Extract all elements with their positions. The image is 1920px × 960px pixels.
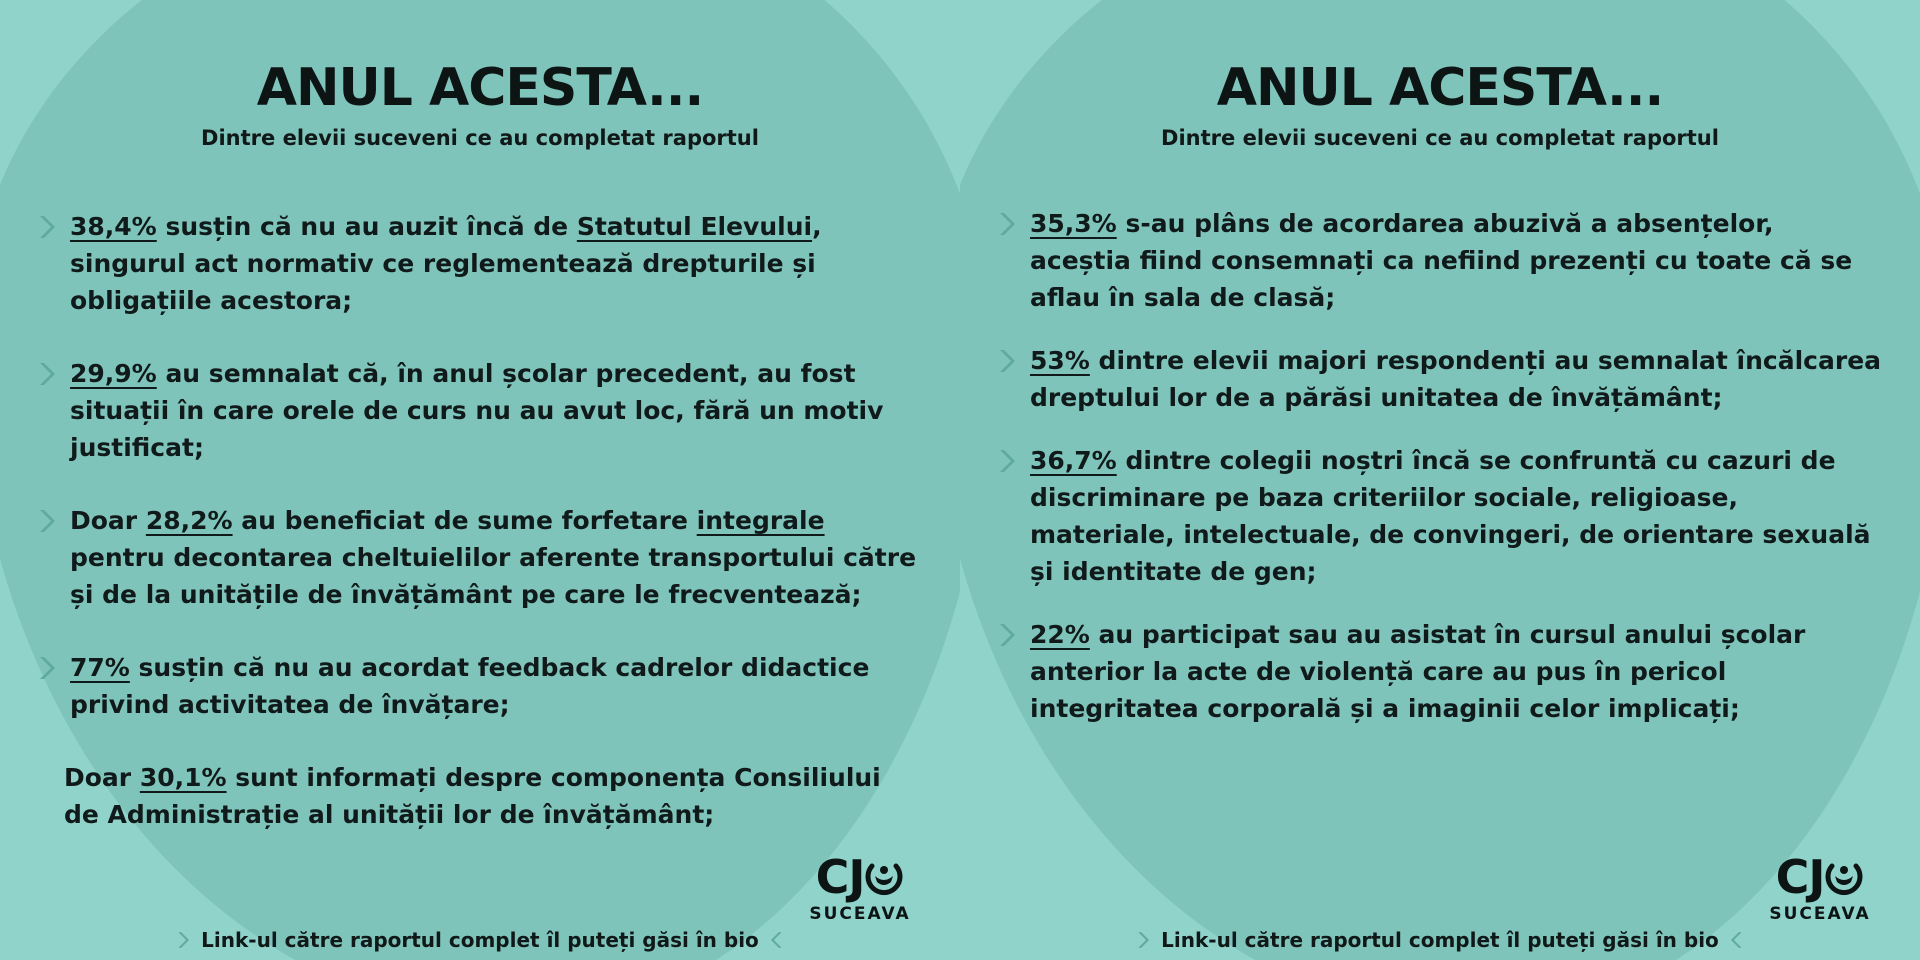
- percentage: 38,4%: [70, 212, 157, 241]
- page-subtitle: Dintre elevii suceveni ce au completat raportul: [1161, 126, 1719, 150]
- logo: [800, 850, 920, 924]
- item-text: au semnalat că, în anul școlar precedent, au fost situații în care orele de curs nu au avut loc, fără un motiv justificat;: [70, 359, 884, 462]
- item-text: Doar: [64, 763, 140, 792]
- statistics-list: [1022, 205, 1882, 753]
- footer-text: Link-ul către raportul complet îl puteți găsi în bio: [201, 928, 759, 952]
- percentage: 28,2%: [145, 506, 233, 535]
- item-text: pentru decontarea cheltuielilor aferente transportului către și de la unitățile de învățământ pe care le frecventează;: [70, 543, 917, 609]
- logo-text: CJ: [815, 850, 865, 904]
- chevron-left-icon: [1726, 930, 1746, 950]
- item-text: Doar: [70, 506, 146, 535]
- chevron-right-icon: [994, 210, 1022, 238]
- page-subtitle: Dintre elevii suceveni ce au completat raportul: [201, 126, 759, 150]
- chevron-right-icon: [994, 347, 1022, 375]
- list-item: [62, 208, 922, 319]
- list-item: [1022, 205, 1882, 316]
- item-text: dintre elevii majori respondenți au semnalat încălcarea dreptului lor de a părăsi unitatea de învățământ;: [1030, 346, 1882, 412]
- chevron-right-icon: [34, 360, 62, 388]
- percentage: 36,7%: [1030, 446, 1117, 475]
- chevron-right-icon: [1134, 930, 1154, 950]
- page-title: ANUL ACESTA...: [1216, 58, 1664, 118]
- footer-link-note: [0, 928, 960, 952]
- chevron-left-icon: [766, 930, 786, 950]
- logo: [1760, 850, 1880, 924]
- right-panel: [960, 0, 1920, 960]
- chevron-right-icon: [34, 213, 62, 241]
- item-text: au beneficiat de sume forfetare: [232, 506, 697, 535]
- list-item: [1022, 442, 1882, 590]
- item-text: dintre colegii noștri încă se confruntă cu cazuri de discriminare pe baza criteriilor sociale, religioase, materiale, intelectuale, de convingeri, de orientare sexuală și identitate de gen;: [1030, 446, 1871, 586]
- percentage: 29,9%: [70, 359, 157, 388]
- list-item: [1022, 342, 1882, 416]
- logo-subtitle: SUCEAVA: [1769, 904, 1871, 924]
- list-item: [62, 759, 922, 833]
- percentage: 30,1%: [139, 763, 227, 792]
- percentage: 77%: [70, 653, 130, 682]
- underlined-term: Statutul Elevului: [576, 212, 813, 241]
- footer-text: Link-ul către raportul complet îl puteți găsi în bio: [1161, 928, 1719, 952]
- item-text: , singurul act normativ ce reglementează drepturile și obligațiile acestora;: [70, 212, 822, 315]
- underlined-term: integrale: [696, 506, 825, 535]
- chevron-right-icon: [34, 507, 62, 535]
- logo-text: CJ: [1775, 850, 1825, 904]
- percentage: 53%: [1030, 346, 1090, 375]
- list-item: [62, 355, 922, 466]
- list-item: [62, 502, 922, 613]
- item-text: s-au plâns de acordarea abuzivă a absențelor, aceștia fiind consemnați ca nefiind prezenți cu toate că se aflau în sala de clasă;: [1030, 209, 1853, 312]
- item-text: susțin că nu au acordat feedback cadrelor didactice privind activitatea de învățare;: [70, 653, 870, 719]
- item-text: au participat sau au asistat în cursul anului școlar anterior la acte de violență care au pus în pericol integritatea corporală și a imaginii celor implicați;: [1030, 620, 1806, 723]
- statistics-list: [62, 208, 922, 869]
- person-in-circle-icon: [864, 858, 904, 898]
- list-item: [62, 649, 922, 723]
- chevron-right-icon: [994, 621, 1022, 649]
- chevron-right-icon: [34, 654, 62, 682]
- percentage: 22%: [1030, 620, 1090, 649]
- chevron-right-icon: [994, 447, 1022, 475]
- chevron-right-icon: [174, 930, 194, 950]
- percentage: 35,3%: [1030, 209, 1117, 238]
- person-in-circle-icon: [1824, 858, 1864, 898]
- page-title: ANUL ACESTA...: [256, 58, 704, 118]
- right-content: [960, 0, 1920, 960]
- item-text: susțin că nu au auzit încă de: [156, 212, 577, 241]
- list-item: [1022, 616, 1882, 727]
- item-text: sunt informați despre componența Consiliului de Administrație al unității lor de învățământ;: [64, 763, 881, 829]
- logo-subtitle: SUCEAVA: [809, 904, 911, 924]
- footer-link-note: [960, 928, 1920, 952]
